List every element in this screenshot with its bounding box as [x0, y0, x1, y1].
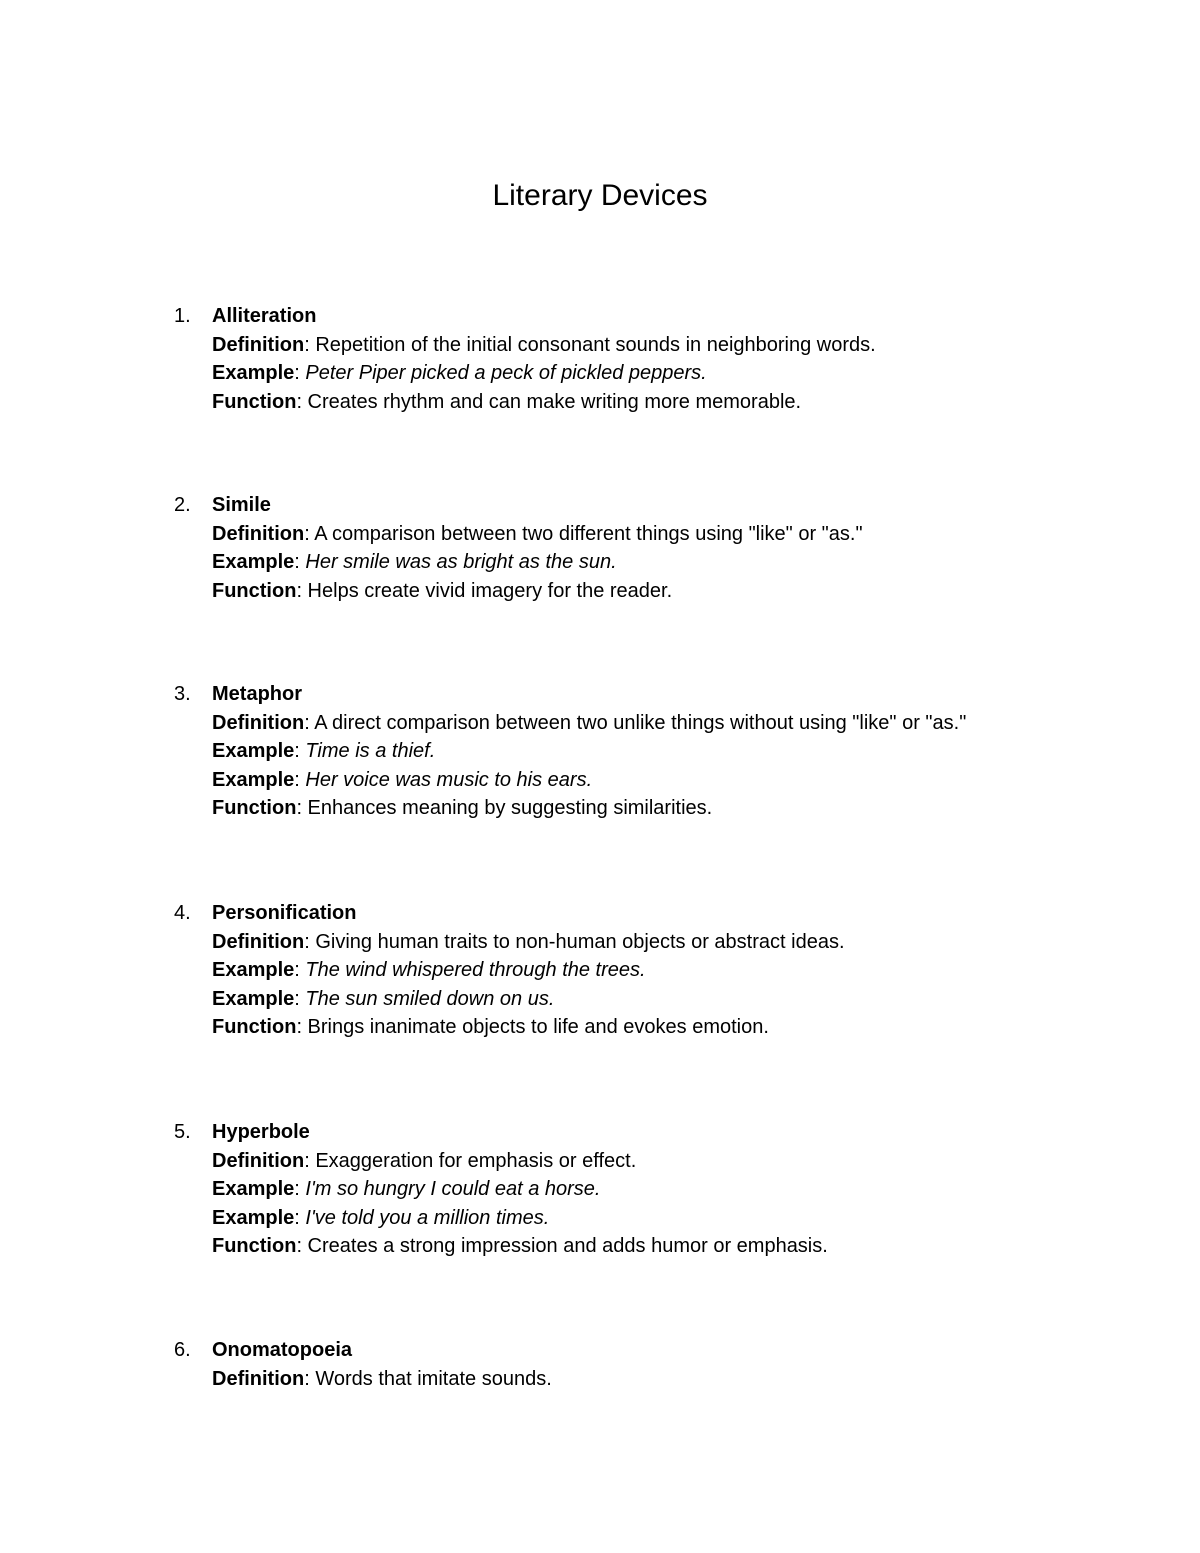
function-line: Function: Creates rhythm and can make writing more memorable. — [212, 390, 802, 413]
function-line: Function: Helps create vivid imagery for the reader. — [212, 579, 673, 602]
example-line: Example: The wind whispered through the trees. — [212, 959, 646, 981]
definition-line: Definition: Exaggeration for emphasis or effect. — [212, 1149, 637, 1172]
page-title: Literary Devices — [492, 179, 708, 212]
item-name: Metaphor — [212, 683, 302, 705]
function-line: Function: Enhances meaning by suggesting similarities. — [212, 797, 713, 819]
item-number: 3. — [174, 683, 191, 705]
function-line: Function: Creates a strong impression and adds humor or emphasis. — [212, 1235, 828, 1257]
item-name: Hyperbole — [212, 1121, 310, 1143]
definition-line: Definition: A direct comparison between two unlike things without using "like" or "as." — [212, 711, 967, 734]
example-line: Example: Her smile was as bright as the sun. — [212, 551, 617, 573]
definition-line: Definition: A comparison between two different things using "like" or "as." — [212, 522, 863, 545]
function-line: Function: Brings inanimate objects to life and evokes emotion. — [212, 1016, 769, 1038]
example-line: Example: I've told you a million times. — [212, 1206, 550, 1229]
item-name: Simile — [212, 494, 271, 516]
item-number: 4. — [174, 902, 191, 924]
definition-line: Definition: Words that imitate sounds. — [212, 1367, 552, 1390]
item-number: 2. — [174, 494, 191, 516]
item-number: 5. — [174, 1121, 191, 1143]
item-number: 1. — [174, 305, 191, 327]
definition-line: Definition: Giving human traits to non-human objects or abstract ideas. — [212, 930, 845, 953]
item-name: Onomatopoeia — [212, 1339, 353, 1361]
definition-line: Definition: Repetition of the initial consonant sounds in neighboring words. — [212, 333, 876, 356]
example-line: Example: The sun smiled down on us. — [212, 987, 555, 1010]
item-name: Alliteration — [212, 305, 317, 327]
item-name: Personification — [212, 902, 357, 924]
example-line: Example: Time is a thief. — [212, 740, 436, 762]
item-number: 6. — [174, 1339, 191, 1361]
example-line: Example: I'm so hungry I could eat a horse. — [212, 1178, 601, 1200]
example-line: Example: Peter Piper picked a peck of pickled peppers. — [212, 362, 707, 384]
example-line: Example: Her voice was music to his ears. — [212, 768, 593, 791]
